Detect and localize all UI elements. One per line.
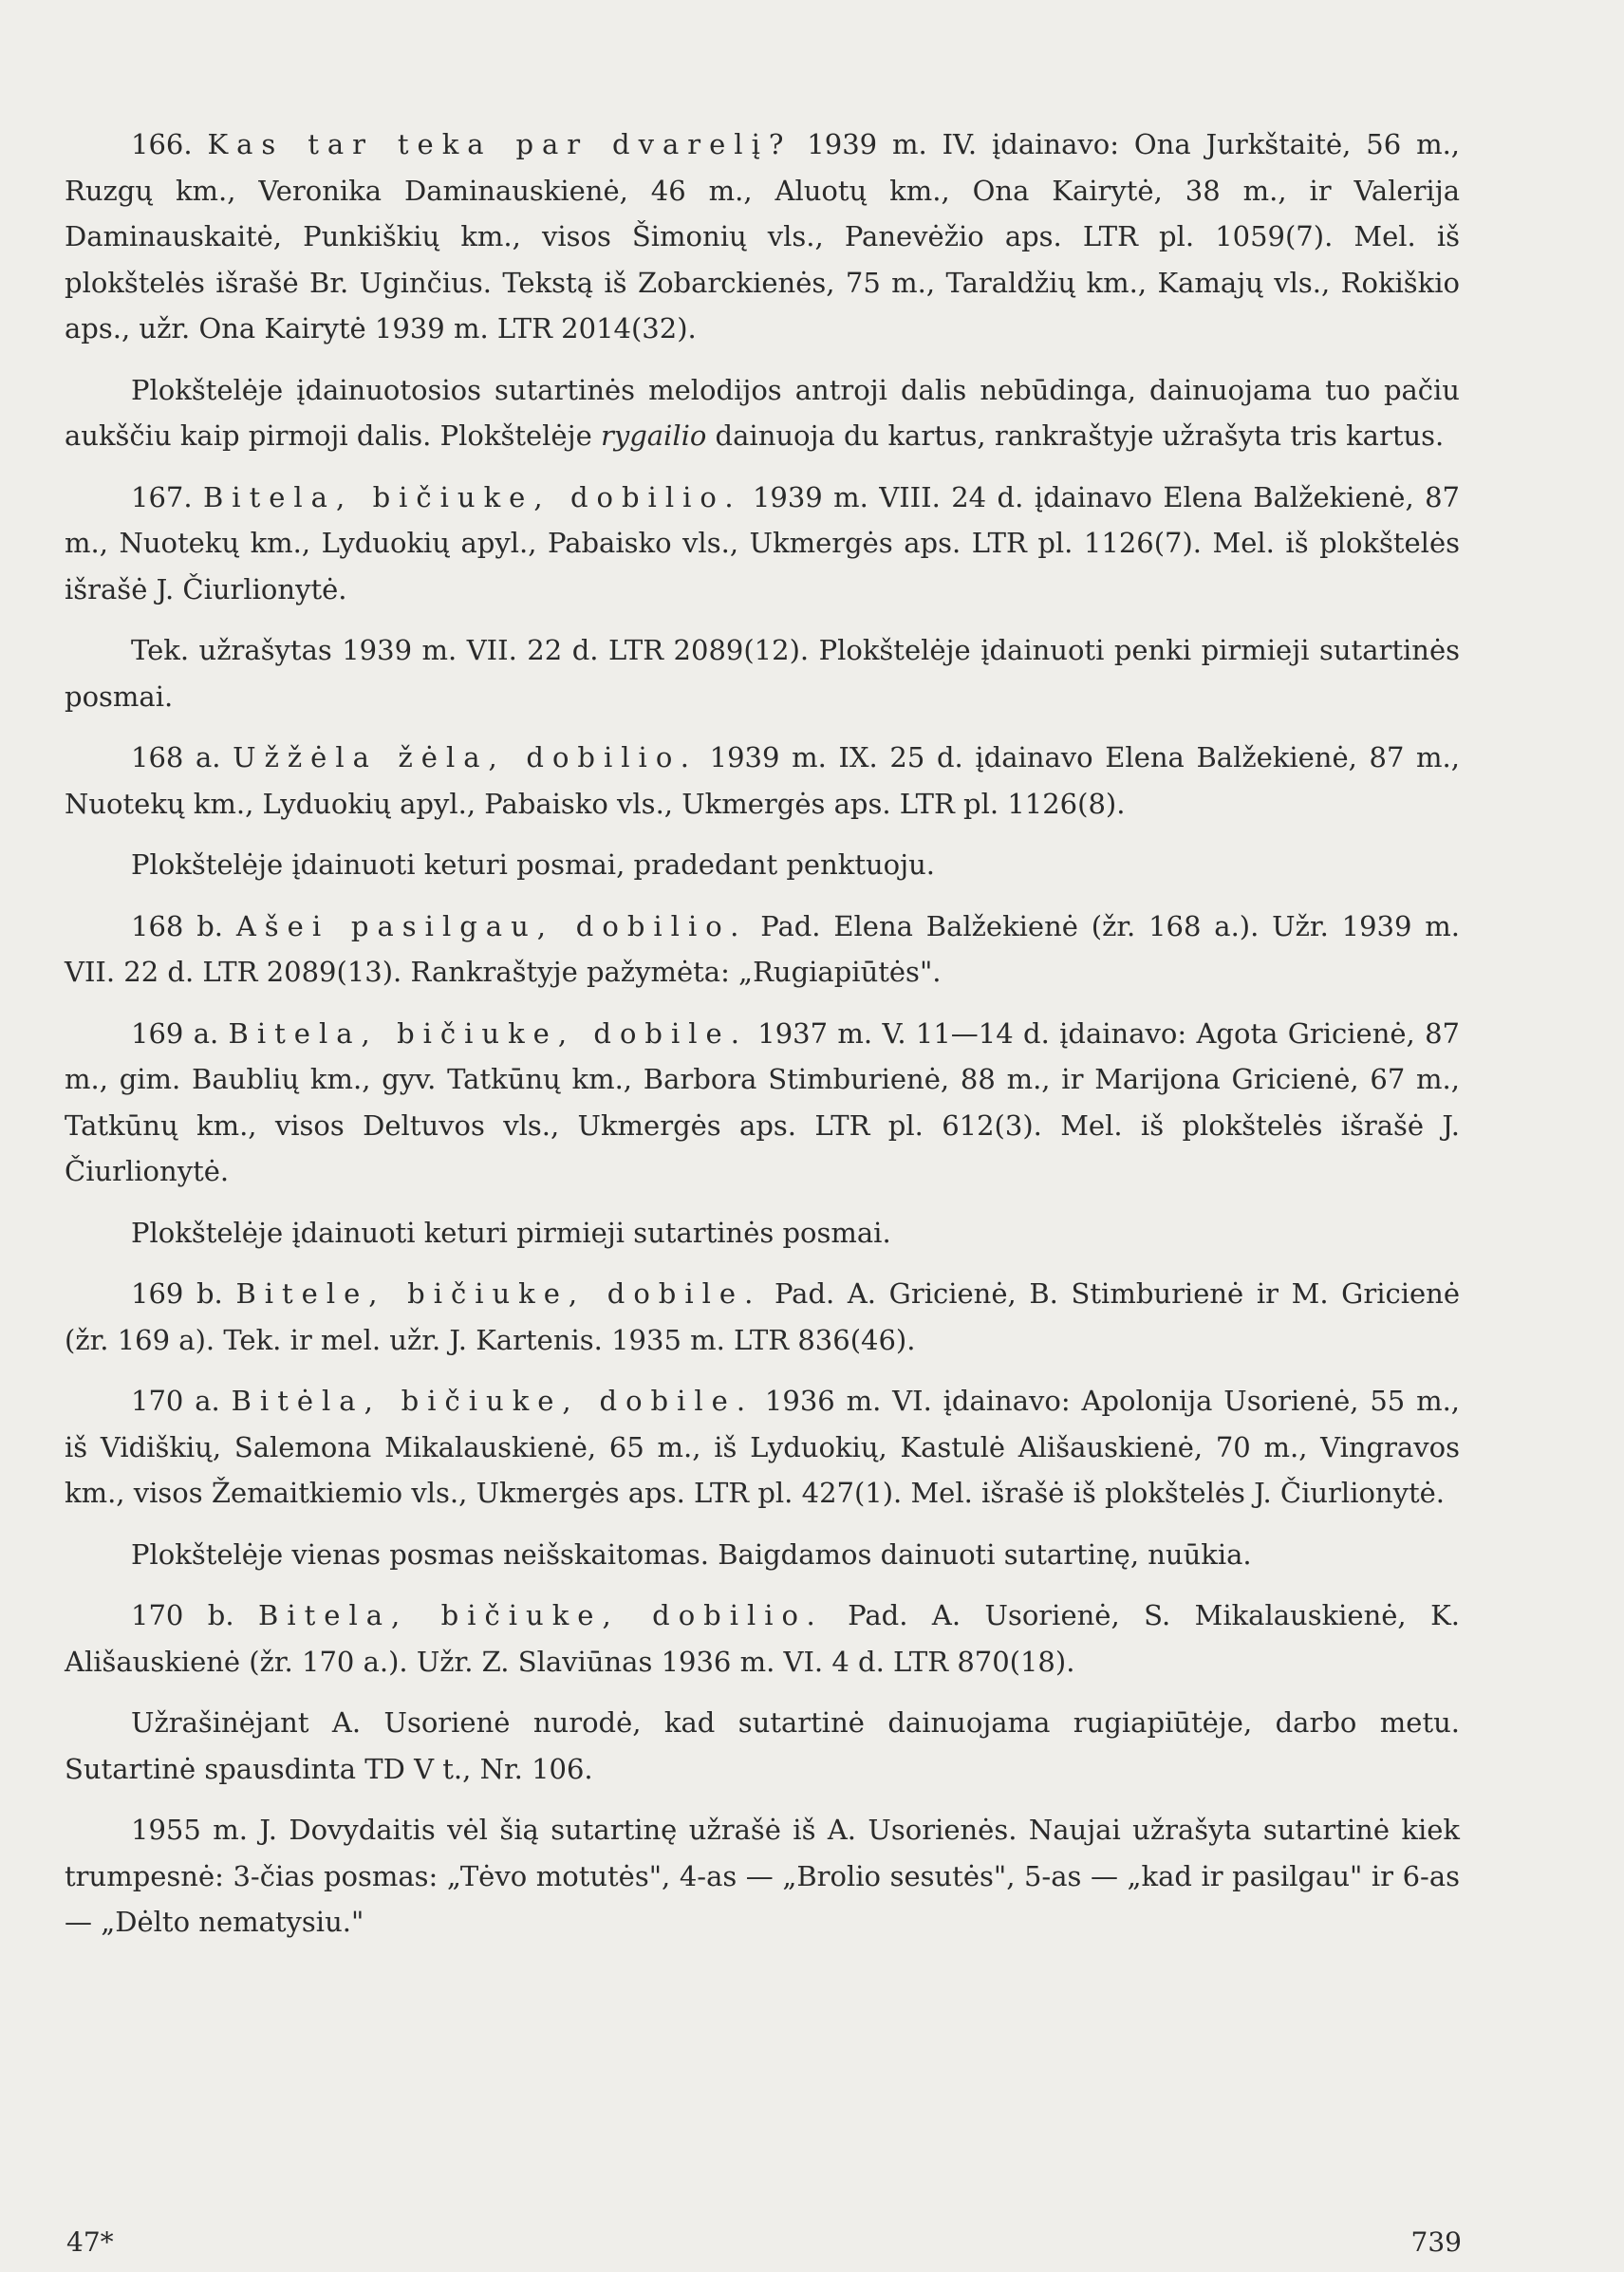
song-title: Bitele, bičiuke, dobile. (235, 1277, 762, 1310)
entry-heading-paragraph (65, 1011, 1460, 1195)
italic-term: rygailio (600, 419, 707, 452)
entry-heading-paragraph (65, 735, 1460, 827)
entry-note-paragraph (65, 1700, 1460, 1792)
entry-heading-paragraph (65, 121, 1460, 352)
song-title: Bitela, bičiuke, dobilio. (202, 480, 742, 513)
text-run: Pad. A. Usorienė, S. Mikalauskienė, K. Ališauskienė (žr. 170 a.). Užr. Z. Slaviūnas 1936 m. VI. 4 d. LTR 870(18). (65, 1599, 1460, 1678)
song-title: Ašei pasilgau, dobilio. (235, 909, 748, 942)
entry-heading-paragraph (65, 475, 1460, 613)
text-run: Užrašinėjant A. Usorienė nurodė, kad sutartinė dainuojama rugiapiūtėje, darbo metu. Sutartinė spausdinta TD V t., Nr. 106. (65, 1706, 1460, 1785)
text-run: 1939 m. IV. įdainavo: Ona Jurkštaitė, 56 m., Ruzgų km., Veronika Daminauskienė, 46 m., Aluotų km., Ona Kairytė, 38 m., ir Valerija Daminauskaitė, Punkiškių km., visos Šimonių vls., Panevėžio aps. LTR pl. 1059(7). Mel. iš plokštelės išrašė Br. Uginčius. Tekstą iš Zobarckienės, 75 m., Taraldžių km., Kamajų vls., Rokiškio aps., užr. Ona Kairytė 1939 m. LTR 2014(32). (65, 128, 1461, 345)
text-run: 166. (131, 128, 208, 160)
song-title: Užžėla žėla, dobilio. (233, 741, 698, 773)
text-run: 170 a. (131, 1385, 232, 1417)
page-body (65, 121, 1460, 1961)
entry (65, 475, 1460, 720)
entry-note-paragraph (65, 1210, 1460, 1257)
printer-signature: 47* (66, 2226, 114, 2258)
text-run: 168 b. (131, 909, 236, 942)
text-run: Pad. A. Gricienė, B. Stimburienė ir M. Gricienė (žr. 169 a). Tek. ir mel. užr. J. Kartenis. 1935 m. LTR 836(46). (65, 1277, 1461, 1356)
entry (65, 1011, 1460, 1257)
entry (65, 1592, 1460, 1946)
text-run: Plokštelėje vienas posmas neišskaitomas. Baigdamos dainuoti sutartinę, nuūkia. (131, 1537, 1252, 1571)
text-run: 167. (131, 480, 203, 513)
entry-note-paragraph (65, 842, 1460, 888)
entry-heading-paragraph (65, 1378, 1460, 1517)
text-run: dainuoja du kartus, rankraštyje užrašyta tris kartus. (706, 419, 1445, 452)
entry (65, 1378, 1460, 1577)
page-number: 739 (1410, 2226, 1462, 2258)
text-run: Plokštelėje įdainuotosios sutartinės melodijos antroji dalis nebūdinga, dainuojama tuo pačiu aukščiu kaip pirmoji dalis. Plokštelėje (65, 373, 1460, 452)
entry-heading-paragraph (65, 1271, 1460, 1363)
text-run: 170 b. (131, 1599, 259, 1631)
song-title: Bitela, bičiuke, dobile. (228, 1016, 748, 1050)
text-run: 1939 m. IX. 25 d. įdainavo Elena Balžekienė, 87 m., Nuotekų km., Lyduokių apyl., Pabaisko vls., Ukmergės aps. LTR pl. 1126(8). (65, 741, 1460, 820)
text-run: Plokštelėje įdainuoti keturi pirmieji sutartinės posmai. (131, 1216, 891, 1249)
text-run: 169 a. (131, 1016, 229, 1050)
entry (65, 735, 1460, 888)
entry-note-paragraph (65, 1807, 1460, 1946)
text-run: Plokštelėje įdainuoti keturi posmai, pradedant penktuoju. (131, 848, 936, 881)
text-run: 1939 m. VIII. 24 d. įdainavo Elena Balžekienė, 87 m., Nuotekų km., Lyduokių apyl., Pabaisko vls., Ukmergės aps. LTR pl. 1126(7). Mel. iš plokštelės išrašė J. Čiurlionytė. (65, 480, 1460, 605)
text-run: 169 b. (131, 1277, 236, 1310)
text-run: 1936 m. VI. įdainavo: Apolonija Usorienė, 55 m., iš Vidiškių, Salemona Mikalauskienė, 65 m., iš Lyduokių, Kastulė Ališauskienė, 70 m., Vingravos km., visos Žemaitkiemio vls., Ukmergės aps. LTR pl. 427(1). Mel. išrašė iš plokštelės J. Čiurlionytė. (65, 1385, 1461, 1509)
song-title: Bitėla, bičiuke, dobile. (231, 1385, 755, 1417)
entry (65, 1271, 1460, 1363)
text-run: Tek. užrašytas 1939 m. VII. 22 d. LTR 2089(12). Plokštelėje įdainuoti penki pirmieji sutartinės posmai. (65, 634, 1460, 713)
song-title: Bitela, bičiuke, dobilio. (258, 1599, 824, 1631)
entry (65, 903, 1460, 996)
text-run: 1955 m. J. Dovydaitis vėl šią sutartinę užrašė iš A. Usorienės. Naujai užrašyta sutartinė kiek trumpesnė: 3-čias posmas: „Tėvo motutės", 4-as — „Brolio sesutės", 5-as — „kad ir pasilgau" ir 6-as — „Dėlto nematysiu." (65, 1814, 1460, 1938)
entry-heading-paragraph (65, 1592, 1460, 1685)
entry (65, 121, 1460, 459)
entry-heading-paragraph (65, 903, 1460, 996)
text-run: Pad. Elena Balžekienė (žr. 168 a.). Užr. 1939 m. VII. 22 d. LTR 2089(13). Rankraštyje pažymėta: „Rugiapiūtės". (65, 909, 1460, 988)
song-title: Kas tar teka par dvarelį? (207, 128, 793, 160)
text-run: 1937 m. V. 11—14 d. įdainavo: Agota Gricienė, 87 m., gim. Baublių km., gyv. Tatkūnų km., Barbora Stimburienė, 88 m., ir Marijona Gricienė, 67 m., Tatkūnų km., visos Deltuvos vls., Ukmergės aps. LTR pl. 612(3). Mel. iš plokštelės išrašė J. Čiurlionytė. (65, 1016, 1461, 1187)
entry-note-paragraph (65, 1532, 1460, 1578)
entry-note-paragraph (65, 627, 1460, 719)
text-run: 168 a. (131, 741, 233, 773)
entry-note-paragraph (65, 367, 1460, 459)
